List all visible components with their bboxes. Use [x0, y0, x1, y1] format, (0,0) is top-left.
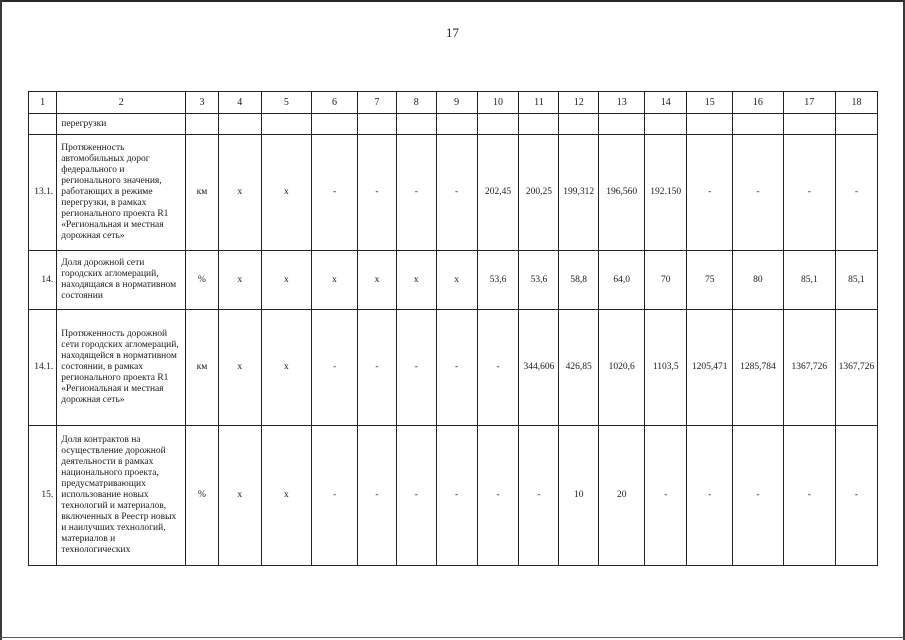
row-index: 14. [29, 251, 57, 310]
value-cell-col-10 [477, 114, 519, 135]
value-cell-col-5: х [261, 310, 311, 426]
header-cell-8: 8 [396, 92, 436, 114]
value-cell-col-13: 20 [599, 426, 645, 566]
header-cell-18: 18 [835, 92, 877, 114]
value-cell-col-10: 202,45 [477, 135, 519, 251]
row-index: 13.1. [29, 135, 57, 251]
value-cell-col-5: х [261, 251, 311, 310]
value-cell-col-18: 1367,726 [835, 310, 877, 426]
value-cell-col-4: х [218, 135, 261, 251]
table-body [29, 92, 878, 566]
header-cell-1: 1 [29, 92, 57, 114]
scan-edge-top [0, 0, 905, 2]
value-cell-col-9: - [436, 426, 477, 566]
value-cell-col-18: 85,1 [835, 251, 877, 310]
value-cell-col-14: - [645, 426, 687, 566]
value-cell-col-6: - [311, 135, 357, 251]
value-cell-col-4 [218, 114, 261, 135]
indicators-table [28, 91, 878, 566]
header-cell-15: 15 [687, 92, 733, 114]
table-row [29, 426, 878, 566]
header-cell-14: 14 [645, 92, 687, 114]
header-cell-10: 10 [477, 92, 519, 114]
value-cell-col-11: - [519, 426, 559, 566]
header-cell-7: 7 [358, 92, 397, 114]
value-cell-col-13: 196,560 [599, 135, 645, 251]
header-cell-17: 17 [783, 92, 835, 114]
row-unit: км [186, 310, 218, 426]
value-cell-col-5: х [261, 426, 311, 566]
value-cell-col-16: - [733, 426, 783, 566]
row-unit: % [186, 251, 218, 310]
value-cell-col-4: х [218, 310, 261, 426]
value-cell-col-10: - [477, 310, 519, 426]
header-cell-16: 16 [733, 92, 783, 114]
table-row [29, 135, 878, 251]
value-cell-col-8: - [396, 135, 436, 251]
value-cell-col-4: х [218, 251, 261, 310]
value-cell-col-15: 1205,471 [687, 310, 733, 426]
row-index [29, 114, 57, 135]
value-cell-col-12: 426,85 [559, 310, 599, 426]
row-unit: % [186, 426, 218, 566]
row-description: перегрузки [57, 114, 186, 135]
value-cell-col-17: - [783, 426, 835, 566]
value-cell-col-11: 53,6 [519, 251, 559, 310]
value-cell-col-13 [599, 114, 645, 135]
value-cell-col-13: 64,0 [599, 251, 645, 310]
header-cell-3: 3 [186, 92, 218, 114]
value-cell-col-15 [687, 114, 733, 135]
row-description: Доля контрактов на осуществление дорожной деятельности в рамках национального проекта, предусматривающих использование новых технологий и материалов, включенных в Реестр новых и наилучших технологий, материалов и технологических [57, 426, 186, 566]
value-cell-col-14: 192.150 [645, 135, 687, 251]
header-cell-13: 13 [599, 92, 645, 114]
value-cell-col-6: х [311, 251, 357, 310]
header-row [29, 92, 878, 114]
value-cell-col-17: 1367,726 [783, 310, 835, 426]
value-cell-col-10: 53,6 [477, 251, 519, 310]
value-cell-col-7: - [358, 426, 397, 566]
value-cell-col-4: х [218, 426, 261, 566]
value-cell-col-6 [311, 114, 357, 135]
header-cell-11: 11 [519, 92, 559, 114]
row-description: Протяженность дорожной сети городских агломераций, находящейся в нормативном состоянии, в рамках регионального проекта R1 «Региональная и местная дорожная сеть» [57, 310, 186, 426]
value-cell-col-9: х [436, 251, 477, 310]
header-cell-12: 12 [559, 92, 599, 114]
value-cell-col-9: - [436, 310, 477, 426]
value-cell-col-8: - [396, 310, 436, 426]
row-index: 15. [29, 426, 57, 566]
value-cell-col-10: - [477, 426, 519, 566]
value-cell-col-18: - [835, 135, 877, 251]
scan-edge-left [0, 0, 2, 640]
value-cell-col-15: 75 [687, 251, 733, 310]
scan-edge-bottom [0, 637, 905, 638]
row-description: Протяженность автомобильных дорог федерального и регионального значения, работающих в режиме перегрузки, в рамках регионального проекта R1 «Региональная и местная дорожная сеть» [57, 135, 186, 251]
value-cell-col-12: 199,312 [559, 135, 599, 251]
table-row [29, 251, 878, 310]
value-cell-col-5: х [261, 135, 311, 251]
value-cell-col-9 [436, 114, 477, 135]
value-cell-col-14: 70 [645, 251, 687, 310]
header-cell-9: 9 [436, 92, 477, 114]
value-cell-col-8: х [396, 251, 436, 310]
value-cell-col-14 [645, 114, 687, 135]
value-cell-col-11 [519, 114, 559, 135]
value-cell-col-7: - [358, 135, 397, 251]
value-cell-col-9: - [436, 135, 477, 251]
value-cell-col-8: - [396, 426, 436, 566]
value-cell-col-16: 1285,784 [733, 310, 783, 426]
header-cell-2: 2 [57, 92, 186, 114]
value-cell-col-12: 10 [559, 426, 599, 566]
value-cell-col-7 [358, 114, 397, 135]
value-cell-col-5 [261, 114, 311, 135]
value-cell-col-12 [559, 114, 599, 135]
value-cell-col-17 [783, 114, 835, 135]
value-cell-col-18: - [835, 426, 877, 566]
value-cell-col-7: х [358, 251, 397, 310]
value-cell-col-13: 1020,6 [599, 310, 645, 426]
value-cell-col-7: - [358, 310, 397, 426]
value-cell-col-17: 85,1 [783, 251, 835, 310]
value-cell-col-11: 200,25 [519, 135, 559, 251]
value-cell-col-6: - [311, 310, 357, 426]
row-index: 14.1. [29, 310, 57, 426]
value-cell-col-16: - [733, 135, 783, 251]
value-cell-col-16: 80 [733, 251, 783, 310]
value-cell-col-6: - [311, 426, 357, 566]
value-cell-col-15: - [687, 426, 733, 566]
page-number: 17 [446, 25, 459, 40]
value-cell-col-18 [835, 114, 877, 135]
header-cell-6: 6 [311, 92, 357, 114]
table-row [29, 114, 878, 135]
value-cell-col-17: - [783, 135, 835, 251]
value-cell-col-11: 344,606 [519, 310, 559, 426]
value-cell-col-15: - [687, 135, 733, 251]
value-cell-col-12: 58,8 [559, 251, 599, 310]
table-row [29, 310, 878, 426]
value-cell-col-8 [396, 114, 436, 135]
row-unit: км [186, 135, 218, 251]
value-cell-col-14: 1103,5 [645, 310, 687, 426]
header-cell-5: 5 [261, 92, 311, 114]
row-description: Доля дорожной сети городских агломераций, находящаяся в нормативном состоянии [57, 251, 186, 310]
row-unit [186, 114, 218, 135]
value-cell-col-16 [733, 114, 783, 135]
header-cell-4: 4 [218, 92, 261, 114]
